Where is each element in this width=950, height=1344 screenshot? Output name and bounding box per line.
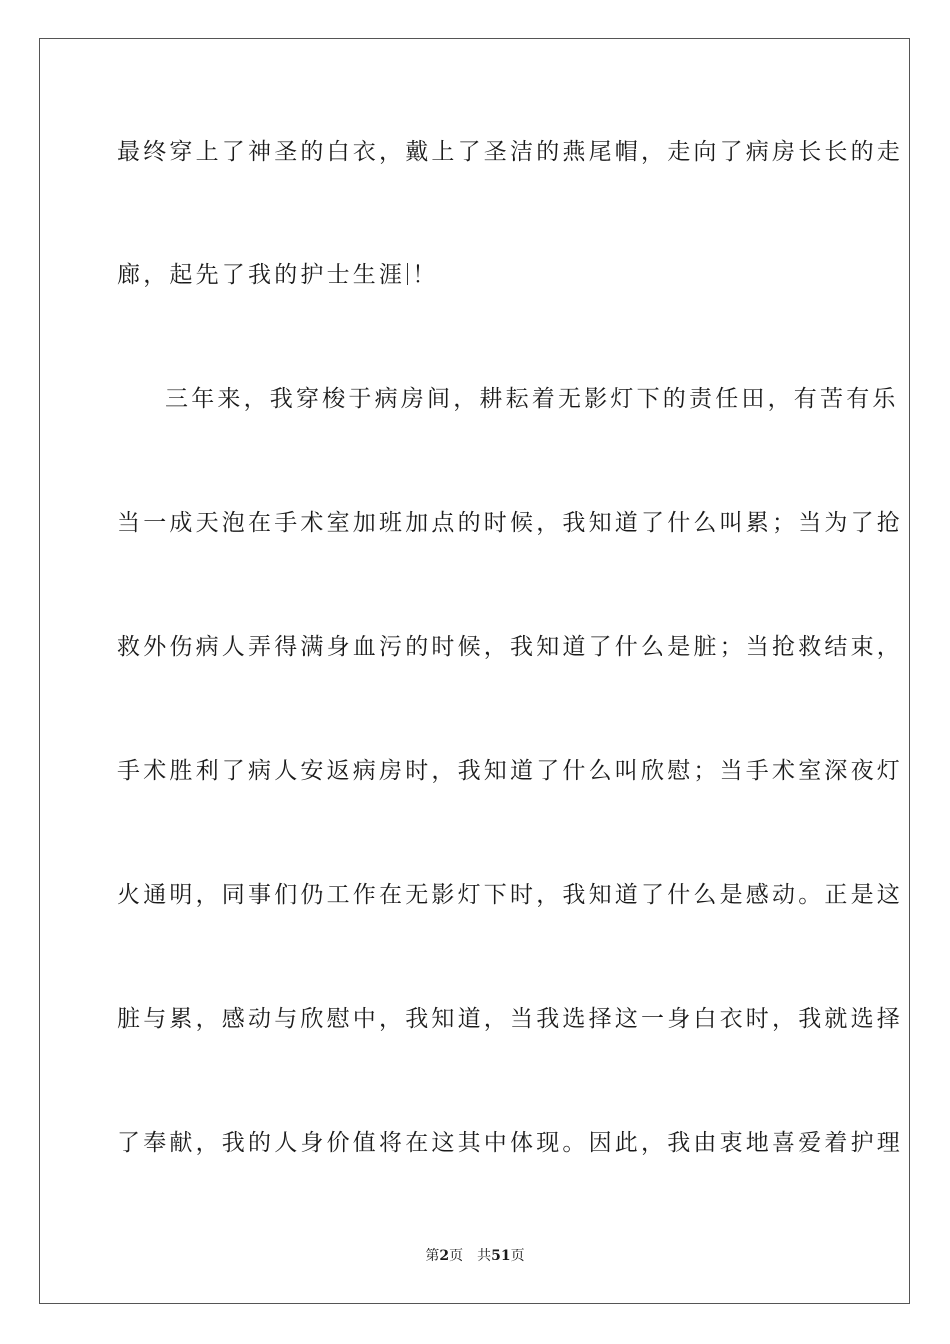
text-line-3: 三年来，我穿梭于病房间，耕耘着无影灯下的责任田，有苦有乐 [165, 386, 899, 412]
total-pages: 51 [491, 1248, 511, 1264]
text-line-9: 了奉献，我的人身价值将在这其中体现。因此，我由衷地喜爱着护理 [117, 1130, 903, 1156]
text-line-8: 脏与累，感动与欣慰中，我知道，当我选择这一身白衣时，我就选择 [117, 1006, 903, 1032]
page-number: 2 [439, 1248, 450, 1264]
text-line-4: 当一成天泡在手术室加班加点的时候，我知道了什么叫累；当为了抢 [117, 510, 903, 536]
text-line-5: 救外伤病人弄得满身血污的时候，我知道了什么是脏；当抢救结束， [117, 634, 903, 660]
text-cursor [407, 263, 408, 285]
text-line-1: 最终穿上了神圣的白衣，戴上了圣洁的燕尾帽，走向了病房长长的走 [117, 139, 903, 165]
page-footer [0, 1246, 950, 1266]
page-suffix: 页 [449, 1248, 464, 1264]
total-prefix: 共 [477, 1248, 492, 1264]
page-prefix: 第 [425, 1248, 440, 1264]
text-line-7: 火通明，同事们仍工作在无影灯下时，我知道了什么是感动。正是这 [117, 882, 903, 908]
text-line-2-main: 廊，起先了我的护士生涯 [117, 262, 406, 288]
text-line-2-end: ！ [412, 262, 439, 288]
text-line-2 [117, 260, 837, 290]
page-frame [39, 38, 910, 1304]
total-suffix: 页 [510, 1248, 525, 1264]
text-line-6: 手术胜利了病人安返病房时，我知道了什么叫欣慰；当手术室深夜灯 [117, 758, 903, 784]
